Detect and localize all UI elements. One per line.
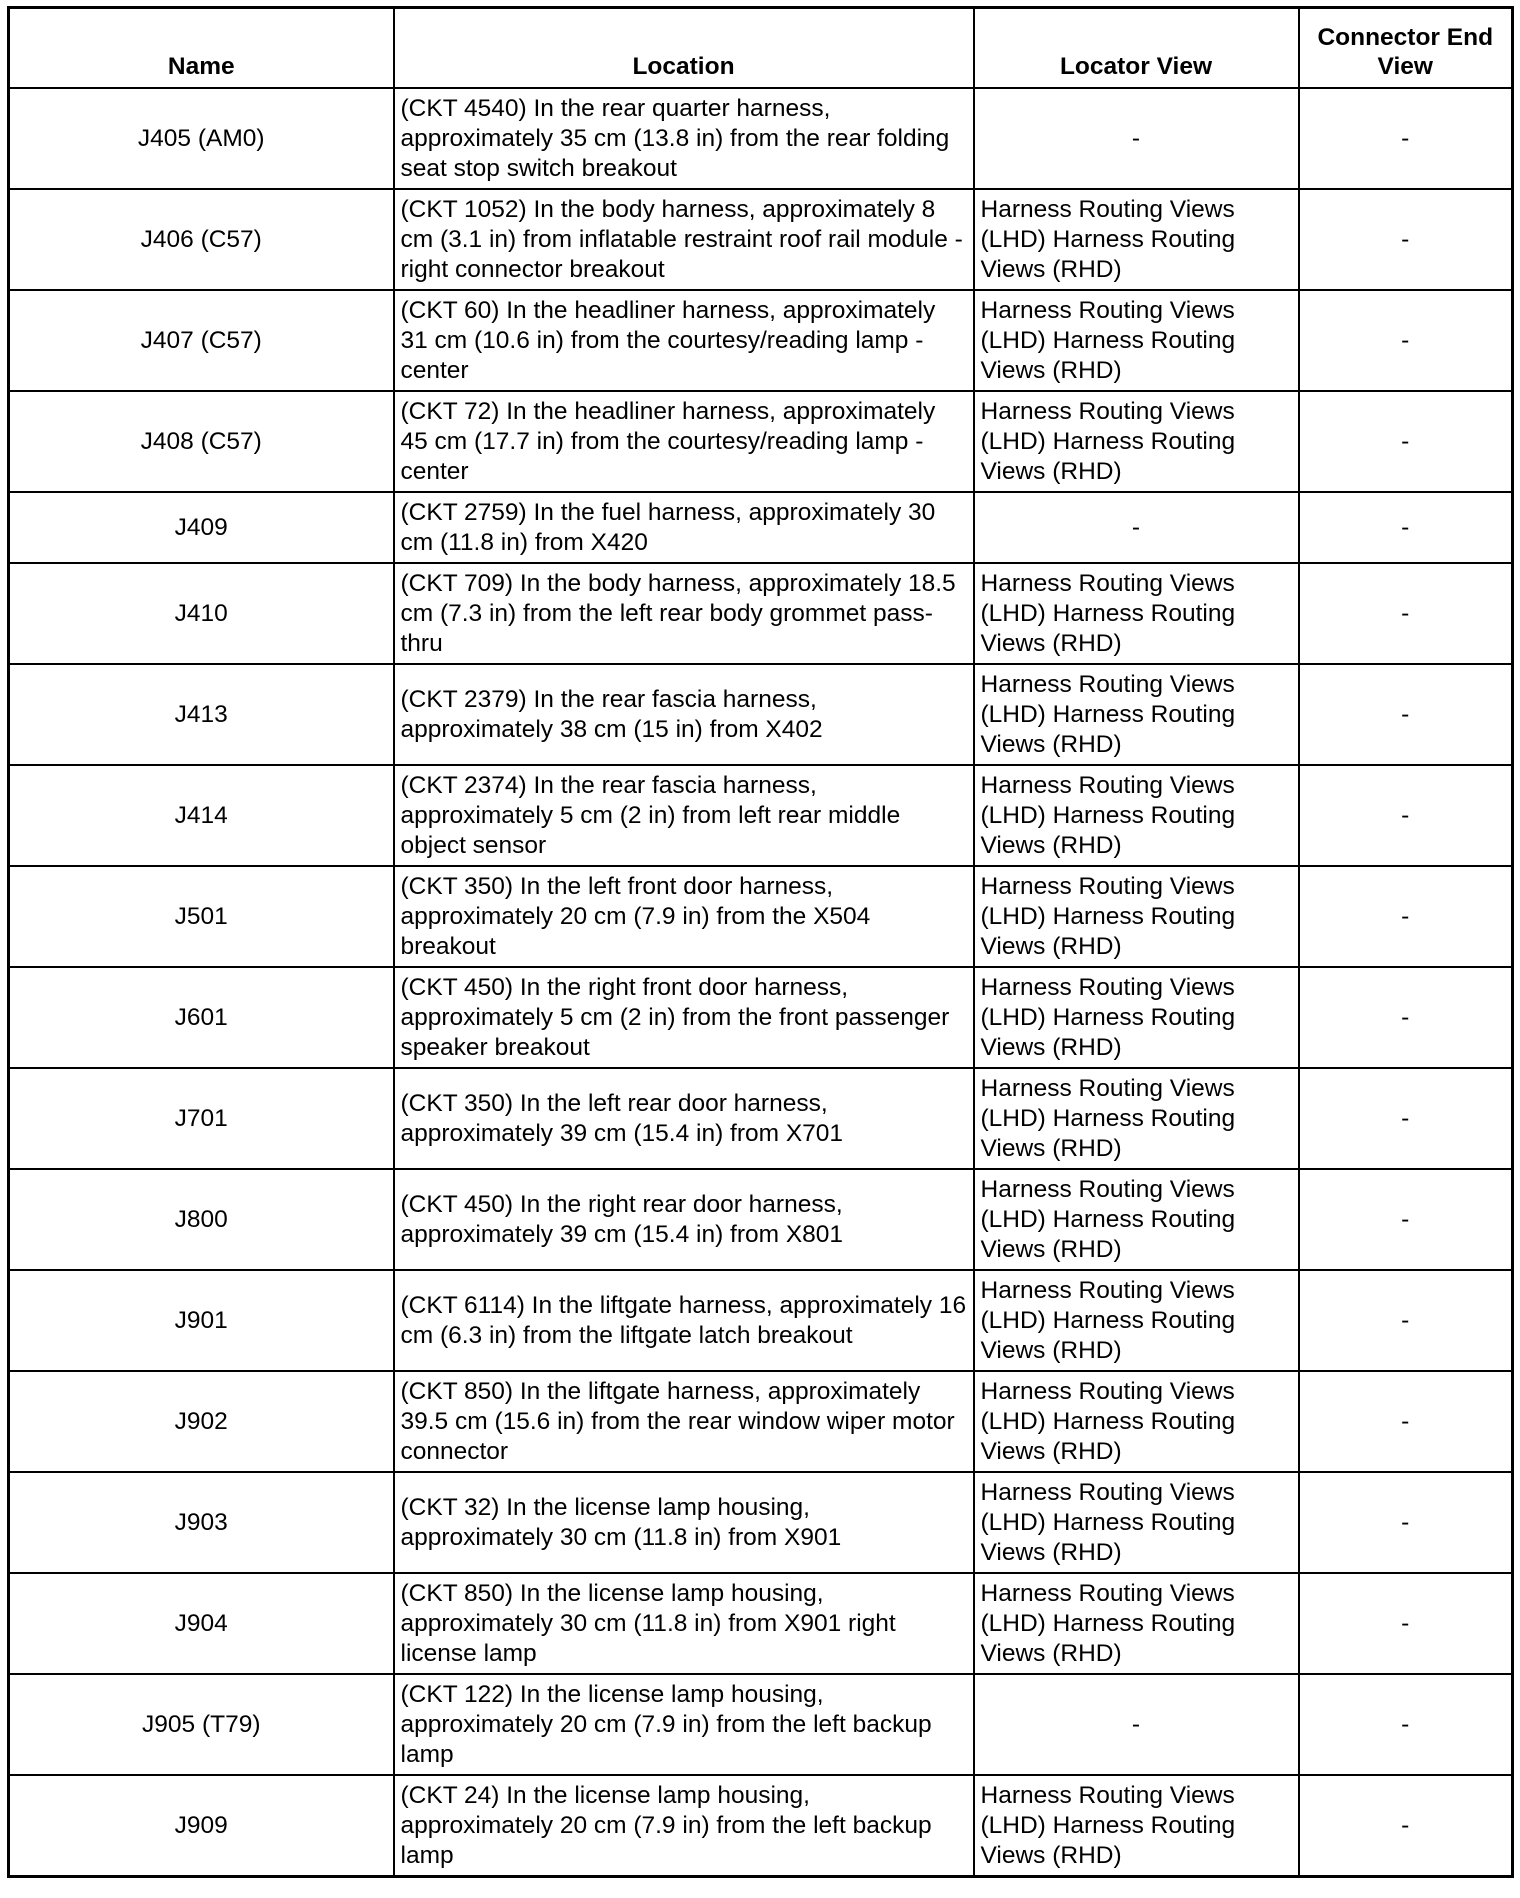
- cell-location: (CKT 350) In the left front door harness, approximately 20 cm (7.9 in) from the X504 breakout: [394, 866, 974, 967]
- cell-connector-end-view: -: [1299, 866, 1513, 967]
- cell-name: J406 (C57): [9, 189, 394, 290]
- header-connector-end-view: Connector End View: [1299, 8, 1513, 89]
- table-row: [9, 765, 1513, 866]
- cell-locator-view: Harness Routing Views (LHD) Harness Routing Views (RHD): [974, 765, 1299, 866]
- cell-locator-view: Harness Routing Views (LHD) Harness Routing Views (RHD): [974, 189, 1299, 290]
- cell-name: J408 (C57): [9, 391, 394, 492]
- cell-locator-view: Harness Routing Views (LHD) Harness Routing Views (RHD): [974, 391, 1299, 492]
- cell-locator-view: -: [974, 88, 1299, 189]
- cell-locator-view: -: [974, 492, 1299, 563]
- cell-connector-end-view: -: [1299, 492, 1513, 563]
- cell-location: (CKT 350) In the left rear door harness, approximately 39 cm (15.4 in) from X701: [394, 1068, 974, 1169]
- cell-locator-view: Harness Routing Views (LHD) Harness Routing Views (RHD): [974, 1472, 1299, 1573]
- cell-location: (CKT 60) In the headliner harness, approximately 31 cm (10.6 in) from the courtesy/reading lamp - center: [394, 290, 974, 391]
- cell-location: (CKT 2374) In the rear fascia harness, approximately 5 cm (2 in) from left rear middle object sensor: [394, 765, 974, 866]
- table-row: [9, 1270, 1513, 1371]
- cell-connector-end-view: -: [1299, 1573, 1513, 1674]
- cell-name: J501: [9, 866, 394, 967]
- table-row: [9, 391, 1513, 492]
- cell-location: (CKT 72) In the headliner harness, approximately 45 cm (17.7 in) from the courtesy/reading lamp - center: [394, 391, 974, 492]
- cell-connector-end-view: -: [1299, 189, 1513, 290]
- table-row: [9, 1573, 1513, 1674]
- cell-name: J903: [9, 1472, 394, 1573]
- cell-connector-end-view: -: [1299, 88, 1513, 189]
- table-row: [9, 1371, 1513, 1472]
- cell-location: (CKT 4540) In the rear quarter harness, approximately 35 cm (13.8 in) from the rear folding seat stop switch breakout: [394, 88, 974, 189]
- cell-connector-end-view: -: [1299, 1068, 1513, 1169]
- cell-locator-view: Harness Routing Views (LHD) Harness Routing Views (RHD): [974, 1775, 1299, 1877]
- cell-name: J409: [9, 492, 394, 563]
- cell-name: J407 (C57): [9, 290, 394, 391]
- cell-locator-view: Harness Routing Views (LHD) Harness Routing Views (RHD): [974, 967, 1299, 1068]
- cell-connector-end-view: -: [1299, 967, 1513, 1068]
- cell-locator-view: Harness Routing Views (LHD) Harness Routing Views (RHD): [974, 290, 1299, 391]
- cell-locator-view: Harness Routing Views (LHD) Harness Routing Views (RHD): [974, 866, 1299, 967]
- header-location: Location: [394, 8, 974, 89]
- cell-locator-view: Harness Routing Views (LHD) Harness Routing Views (RHD): [974, 664, 1299, 765]
- cell-location: (CKT 6114) In the liftgate harness, approximately 16 cm (6.3 in) from the liftgate latch breakout: [394, 1270, 974, 1371]
- cell-name: J701: [9, 1068, 394, 1169]
- cell-locator-view: Harness Routing Views (LHD) Harness Routing Views (RHD): [974, 1068, 1299, 1169]
- cell-connector-end-view: -: [1299, 1472, 1513, 1573]
- cell-location: (CKT 2759) In the fuel harness, approximately 30 cm (11.8 in) from X420: [394, 492, 974, 563]
- table-row: [9, 1068, 1513, 1169]
- cell-connector-end-view: -: [1299, 1270, 1513, 1371]
- cell-locator-view: Harness Routing Views (LHD) Harness Routing Views (RHD): [974, 1371, 1299, 1472]
- cell-name: J800: [9, 1169, 394, 1270]
- cell-name: J904: [9, 1573, 394, 1674]
- table-row: [9, 189, 1513, 290]
- table-row: [9, 1674, 1513, 1775]
- cell-connector-end-view: -: [1299, 391, 1513, 492]
- cell-name: J414: [9, 765, 394, 866]
- cell-locator-view: Harness Routing Views (LHD) Harness Routing Views (RHD): [974, 1270, 1299, 1371]
- cell-connector-end-view: -: [1299, 664, 1513, 765]
- cell-location: (CKT 1052) In the body harness, approximately 8 cm (3.1 in) from inflatable restraint roof rail module - right connector breakout: [394, 189, 974, 290]
- cell-location: (CKT 32) In the license lamp housing, approximately 30 cm (11.8 in) from X901: [394, 1472, 974, 1573]
- cell-name: J410: [9, 563, 394, 664]
- cell-connector-end-view: -: [1299, 1674, 1513, 1775]
- table-row: [9, 866, 1513, 967]
- table-header-row: [9, 8, 1513, 89]
- cell-connector-end-view: -: [1299, 563, 1513, 664]
- cell-locator-view: Harness Routing Views (LHD) Harness Routing Views (RHD): [974, 563, 1299, 664]
- header-locator-view: Locator View: [974, 8, 1299, 89]
- cell-name: J601: [9, 967, 394, 1068]
- table-row: [9, 290, 1513, 391]
- cell-name: J405 (AM0): [9, 88, 394, 189]
- cell-location: (CKT 850) In the license lamp housing, approximately 30 cm (11.8 in) from X901 right license lamp: [394, 1573, 974, 1674]
- table-row: [9, 1472, 1513, 1573]
- cell-connector-end-view: -: [1299, 1371, 1513, 1472]
- cell-name: J413: [9, 664, 394, 765]
- header-name: Name: [9, 8, 394, 89]
- cell-connector-end-view: -: [1299, 1775, 1513, 1877]
- cell-name: J902: [9, 1371, 394, 1472]
- table-row: [9, 88, 1513, 189]
- table-row: [9, 967, 1513, 1068]
- cell-connector-end-view: -: [1299, 765, 1513, 866]
- cell-connector-end-view: -: [1299, 290, 1513, 391]
- cell-name: J909: [9, 1775, 394, 1877]
- cell-name: J905 (T79): [9, 1674, 394, 1775]
- table-row: [9, 664, 1513, 765]
- cell-connector-end-view: -: [1299, 1169, 1513, 1270]
- table-row: [9, 563, 1513, 664]
- cell-locator-view: Harness Routing Views (LHD) Harness Routing Views (RHD): [974, 1169, 1299, 1270]
- cell-location: (CKT 450) In the right front door harness, approximately 5 cm (2 in) from the front passenger speaker breakout: [394, 967, 974, 1068]
- cell-location: (CKT 2379) In the rear fascia harness, approximately 38 cm (15 in) from X402: [394, 664, 974, 765]
- cell-location: (CKT 24) In the license lamp housing, approximately 20 cm (7.9 in) from the left backup lamp: [394, 1775, 974, 1877]
- cell-location: (CKT 709) In the body harness, approximately 18.5 cm (7.3 in) from the left rear body grommet pass-thru: [394, 563, 974, 664]
- cell-location: (CKT 122) In the license lamp housing, approximately 20 cm (7.9 in) from the left backup lamp: [394, 1674, 974, 1775]
- table-row: [9, 492, 1513, 563]
- cell-location: (CKT 850) In the liftgate harness, approximately 39.5 cm (15.6 in) from the rear window wiper motor connector: [394, 1371, 974, 1472]
- table-row: [9, 1169, 1513, 1270]
- cell-locator-view: -: [974, 1674, 1299, 1775]
- cell-locator-view: Harness Routing Views (LHD) Harness Routing Views (RHD): [974, 1573, 1299, 1674]
- connector-location-table: [7, 6, 1514, 1878]
- table-row: [9, 1775, 1513, 1877]
- cell-name: J901: [9, 1270, 394, 1371]
- cell-location: (CKT 450) In the right rear door harness, approximately 39 cm (15.4 in) from X801: [394, 1169, 974, 1270]
